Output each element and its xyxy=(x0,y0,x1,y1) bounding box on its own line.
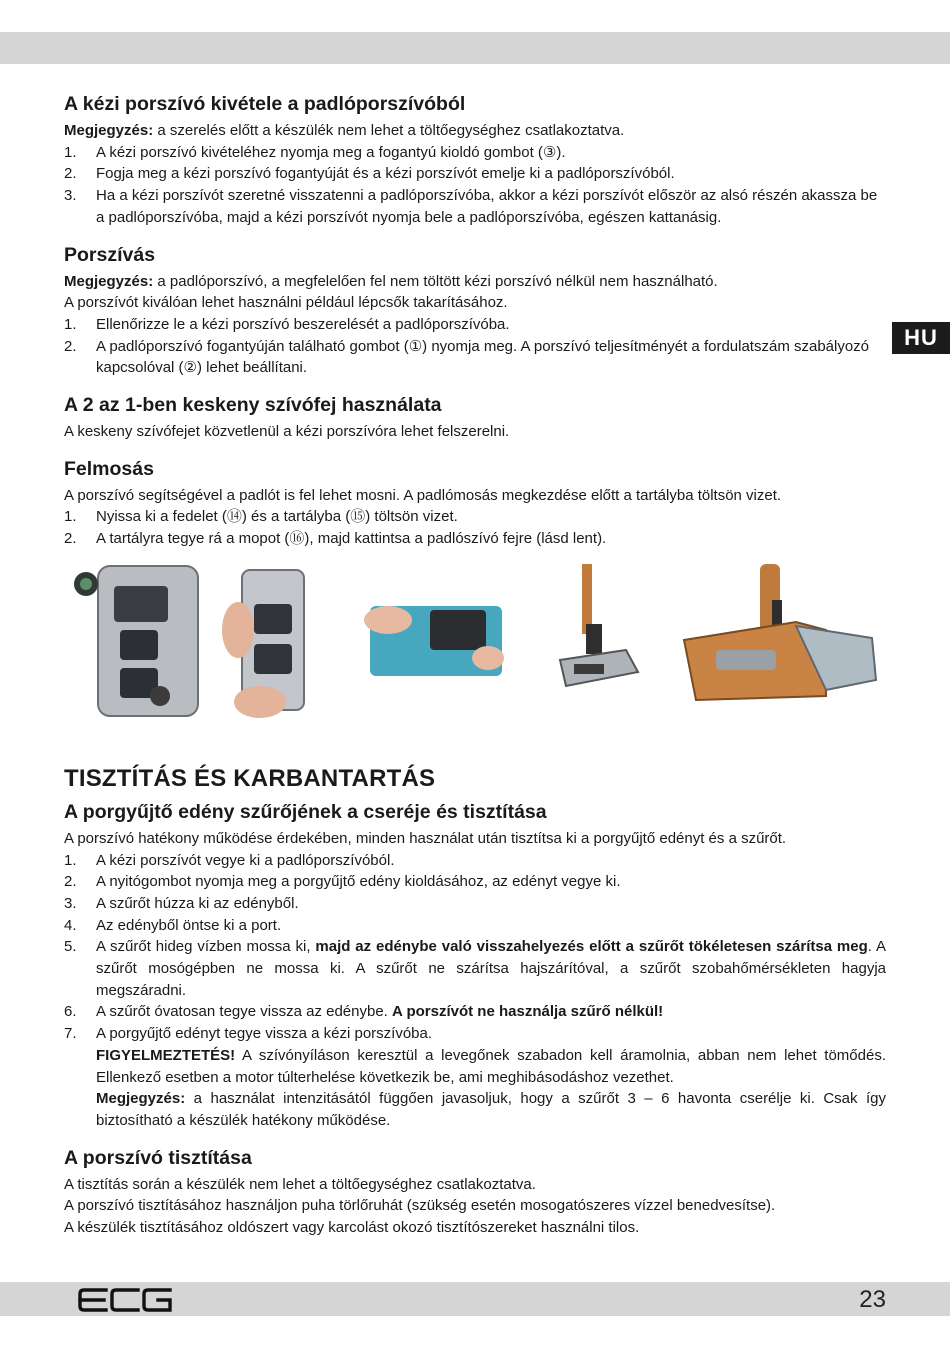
list-text: A tartályra tegye rá a mopot (⑯), majd kattintsa a padlószívó fejre (lásd lent). xyxy=(96,530,607,548)
section-title: Felmosás xyxy=(64,457,154,480)
list-item xyxy=(64,1001,886,1023)
section-vacuum-cleaning xyxy=(64,1146,886,1239)
note-text: a használat intenzitásától függően javasoljuk, hogy a szűrőt 3 – 6 havonta cserélje ki. Csak így biztosítható a készülék hatékony működése. xyxy=(96,1090,886,1129)
list-item xyxy=(64,528,886,550)
list-text: Ellenőrizze le a kézi porszívó beszerelését a padlóporszívóba. xyxy=(96,315,510,333)
paragraph: A porszívó tisztításához használjon puha törlőruhát (szükség esetén mosogatószeres vízzel benedvesítse). xyxy=(64,1197,776,1215)
list-text-bold: majd az edénybe való visszahelyezés előtt a szűrőt tökéletesen szárítsa meg xyxy=(315,938,868,956)
steps-list xyxy=(64,850,886,1132)
list-number: 3. xyxy=(64,187,77,205)
list-text: A nyitógombot nyomja meg a porgyűjtő edény kioldásához, az edényt vegye ki. xyxy=(96,873,621,891)
note-text: a szerelés előtt a készülék nem lehet a töltőegységhez csatlakoztatva. xyxy=(153,122,625,139)
list-item xyxy=(64,142,886,164)
list-item xyxy=(64,336,886,379)
list-item xyxy=(64,163,886,185)
section-narrow-nozzle xyxy=(64,393,886,443)
section-title: A 2 az 1-ben keskeny szívófej használata xyxy=(64,394,442,417)
list-number: 1. xyxy=(64,143,77,161)
warning-text: A szívónyíláson keresztül a levegőnek szabadon kell áramolnia, abban nem lehet tömődés. Ellenkező esetben a motor túlterhelése következik be, ami meghibásodáshoz vezethet. xyxy=(96,1046,886,1086)
paragraph: A porszívó segítségével a padlót is fel lehet mosni. A padlómosás megkezdése előtt a tartályba töltsön vizet. xyxy=(64,486,782,504)
list-text: A szűrőt óvatosan tegye vissza az edénybe. xyxy=(96,1003,393,1021)
paragraph: A porszívót kiválóan lehet használni például lépcsők takarításához. xyxy=(64,294,508,312)
list-text: A kézi porszívó kivételéhez nyomja meg a fogantyú kioldó gombot (③). xyxy=(96,143,566,161)
list-number: 3. xyxy=(64,894,77,912)
list-item xyxy=(64,936,886,1001)
vacuum-head-photo xyxy=(676,560,880,710)
tank-in-hands-photo xyxy=(220,560,320,720)
paragraph: A tisztítás során a készülék nem lehet a töltőegységhez csatlakoztatva. xyxy=(64,1175,536,1193)
list-number: 2. xyxy=(64,165,77,183)
photo-strip xyxy=(64,560,886,730)
main-title: TISZTÍTÁS ÉS KARBANTARTÁS xyxy=(64,764,436,792)
vacuum-upright-photo xyxy=(542,560,644,700)
list-number: 7. xyxy=(64,1025,77,1043)
list-item xyxy=(64,1023,886,1132)
steps-list xyxy=(64,314,886,379)
section-title: Porszívás xyxy=(64,243,156,266)
list-number: 2. xyxy=(64,530,77,548)
list-text: Nyissa ki a fedelet (⑭) és a tartályba (⑮) töltsön vizet. xyxy=(96,508,458,526)
list-text: Ha a kézi porszívót szeretné visszatenni a padlóporszívóba, akkor a kézi porszívót először az alsó részén akassza be a padlóporszívóba, majd a kézi porszívót nyomja bele a padlóporszívóba, egészen kattanásig. xyxy=(96,187,878,226)
language-tab: HU xyxy=(892,322,950,354)
list-number: 2. xyxy=(64,337,77,355)
list-item xyxy=(64,915,886,937)
page-content xyxy=(64,92,886,1253)
list-number: 2. xyxy=(64,873,77,891)
list-text: A kézi porszívót vegye ki a padlóporszívóból. xyxy=(96,851,395,869)
section-filter-cleaning xyxy=(64,800,886,1132)
steps-list xyxy=(64,506,886,549)
ecg-logo xyxy=(78,1287,174,1313)
page-number: 23 xyxy=(859,1286,886,1313)
list-item xyxy=(64,506,886,528)
section-vacuuming xyxy=(64,243,886,380)
note-label: Megjegyzés: xyxy=(64,272,154,290)
list-text: . A szűrőt mosógépben ne mossa ki. A szűrőt ne szárítsa hajszárítóval, a szűrőt szobahőmérsékleten hagyja megszáradni. xyxy=(96,938,886,999)
section-title: A kézi porszívó kivétele a padlóporszívóból xyxy=(64,93,466,115)
list-text: A szűrőt hideg vízben mossa ki, xyxy=(96,938,316,956)
section-title: A porgyűjtő edény szűrőjének a cseréje és tisztítása xyxy=(64,800,547,823)
paragraph: A keskeny szívófejet közvetlenül a kézi porszívóra lehet felszerelni. xyxy=(64,423,510,441)
list-number: 1. xyxy=(64,851,77,869)
list-item xyxy=(64,850,886,872)
paragraph: A készülék tisztításához oldószert vagy karcolást okozó tisztítószereket használni tilos. xyxy=(64,1219,640,1237)
list-text: Az edényből öntse ki a port. xyxy=(96,916,282,934)
note xyxy=(64,120,886,142)
note-label: Megjegyzés: xyxy=(96,1090,186,1108)
section-mopping xyxy=(64,457,886,550)
section-title: A porszívó tisztítása xyxy=(64,1146,252,1169)
mop-attachment-photo xyxy=(360,580,508,688)
note-label: Megjegyzés: xyxy=(64,122,154,139)
list-text-bold: A porszívót ne használja szűrő nélkül! xyxy=(392,1003,664,1021)
list-item xyxy=(64,185,886,228)
list-number: 4. xyxy=(64,916,77,934)
list-text: A padlóporszívó fogantyúján található gombot (①) nyomja meg. A porszívó teljesítményét a fordulatszám szabályozó kapcsolóval (②) lehet beállítani. xyxy=(96,337,870,377)
list-number: 1. xyxy=(64,508,77,526)
note xyxy=(64,271,886,293)
list-text: A szűrőt húzza ki az edényből. xyxy=(96,894,299,912)
steps-list xyxy=(64,142,886,229)
warning-label: FIGYELMEZTETÉS! xyxy=(96,1046,236,1064)
water-tank-photo xyxy=(68,560,202,720)
list-text: Fogja meg a kézi porszívó fogantyúját és a kézi porszívót emelje ki a padlóporszívóból. xyxy=(96,165,675,183)
note-text: a padlóporszívó, a megfelelően fel nem töltött kézi porszívó nélkül nem használható. xyxy=(153,272,718,290)
list-item xyxy=(64,893,886,915)
list-text: A porgyűjtő edényt tegye vissza a kézi porszívóba. xyxy=(96,1025,433,1043)
list-number: 5. xyxy=(64,938,77,956)
top-bar xyxy=(0,32,950,64)
list-number: 1. xyxy=(64,315,77,333)
section-handheld-removal xyxy=(64,92,886,229)
list-item xyxy=(64,871,886,893)
list-number: 6. xyxy=(64,1003,77,1021)
list-item xyxy=(64,314,886,336)
paragraph: A porszívó hatékony működése érdekében, minden használat után tisztítsa ki a porgyűjtő edényt és a szűrőt. xyxy=(64,829,787,847)
